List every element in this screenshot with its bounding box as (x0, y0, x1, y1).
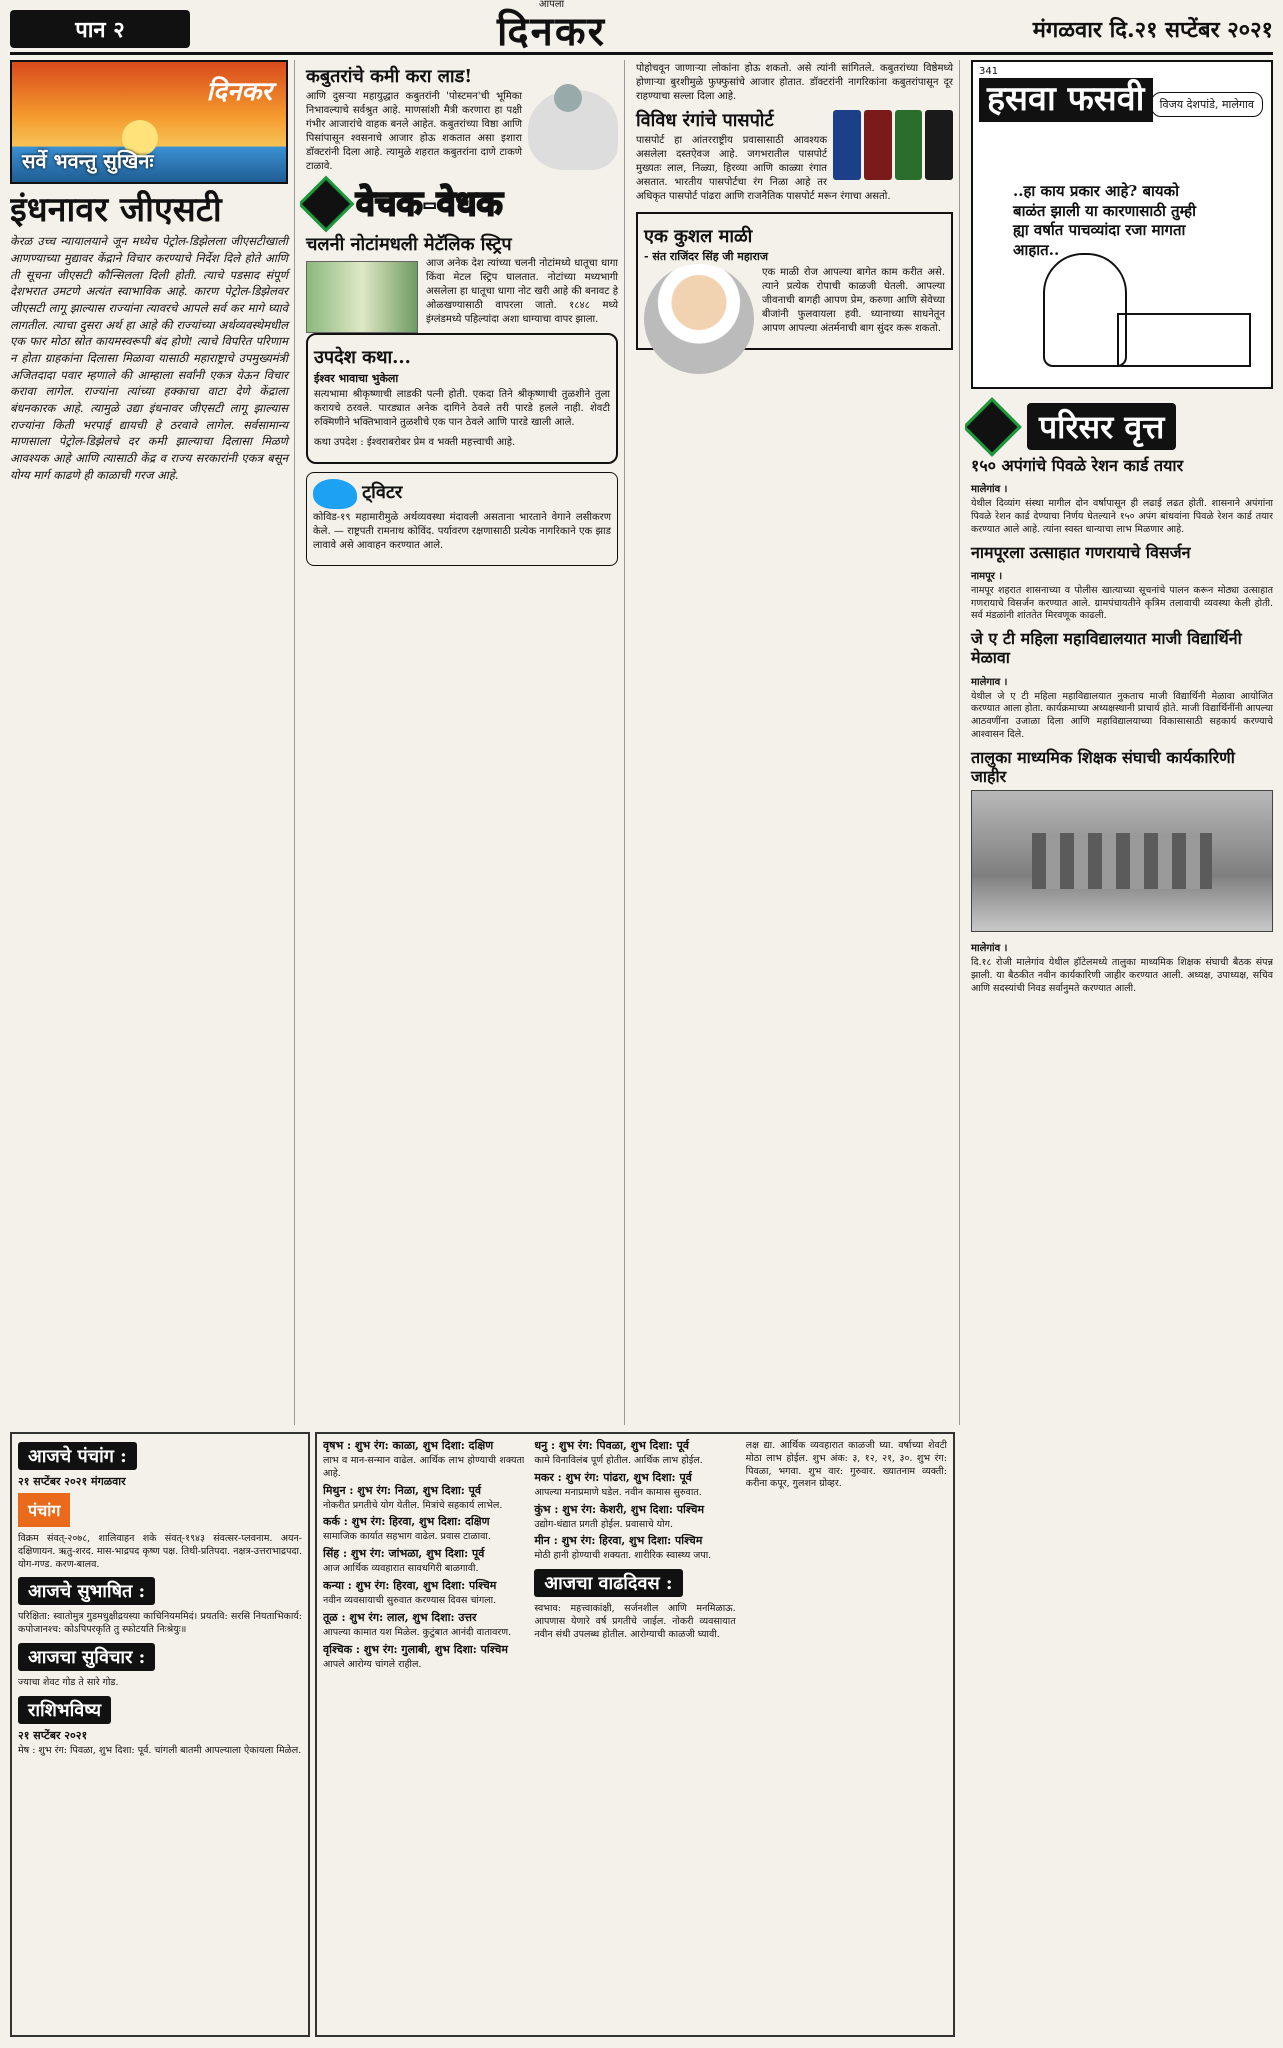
masthead-kicker: आपला (538, 0, 565, 10)
upadesh-subtitle: ईश्वर भावाचा भुकेला (314, 371, 399, 385)
rashi-name: मिथुन : शुभ रंग: निळा, शुभ दिशा: पूर्व (323, 1483, 482, 1497)
twitter-bird-icon (313, 479, 357, 509)
saint-portrait (644, 264, 754, 374)
news-body: येथील जे ए टी महिला महाविद्यालयात नुकताच माजी विद्यार्थिनी मेळावा आयोजित करण्यात आला होता. कार्यक्रमाच्या अध्यक्षस्थानी प्राचार्य होते. माजी विद्यार्थिनींनी आपल्या आठवणींना उजाळा दिला आणि महाविद्यालयाच्या विकासासाठी सहकार्य करण्याचे आश्वासन दिले. (971, 690, 1273, 741)
masthead-title-block (190, 2, 913, 57)
diamond-icon (300, 175, 354, 232)
rashi-column-three (746, 1438, 947, 2031)
rashi-item (534, 1502, 735, 1532)
twitter-box (306, 472, 618, 566)
saint-article-box (636, 212, 953, 351)
vechak-vedhak-section (306, 184, 618, 224)
passport-image (833, 110, 953, 180)
column-two (300, 60, 625, 1425)
strip-headline: चलनी नोटांमधली मेटॅलिक स्ट्रिप (306, 233, 512, 255)
rashi-column-two (534, 1438, 735, 2031)
news-headline: नामपूरला उत्साहात गणरायाचे विसर्जन (971, 542, 1191, 562)
rashibhavishya-title: राशिभविष्य (18, 1696, 111, 1724)
dateline: मालेगांव । (971, 484, 1008, 496)
editorial-banner (10, 60, 288, 184)
rashi-item (323, 1483, 524, 1513)
banner-tagline: सर्वे भवन्तु सुखिनः (22, 149, 154, 173)
rashi-item (323, 1514, 524, 1544)
news-headline: जे ए टी महिला महाविद्यालयात माजी विद्यार्थिनी मेळावा (971, 629, 1242, 668)
subhashit-title: आजचे सुभाषित : (18, 1577, 155, 1605)
passport-article: पासपोर्ट हा आंतरराष्ट्रीय प्रवासासाठी आवश्यक असलेला दस्तऐवज आहे. जगभरातील पासपोर्ट मुख्यतः लाल, निळ्या, हिरव्या आणि काळ्या रंगात असतात. भारतीय पासपोर्टचा रंग निळा आहे तर अधिकृत पासपोर्ट पांढरा आणि राजनैतिक पासपोर्ट मरून रंगाचा असतो. (636, 134, 891, 202)
saint-author: - संत राजिंदर सिंह जी महाराज (644, 250, 769, 264)
panchang-title: आजचे पंचांग : (18, 1442, 137, 1470)
masthead (10, 0, 1273, 55)
rashi-name: सिंह : शुभ रंग: जांभळा, शुभ दिशा: पूर्व (323, 1547, 485, 1561)
saint-body: एक माळी रोज आपल्या बागेत काम करीत असे. त्याने प्रत्येक रोपाची काळजी घेतली. आपल्या जीवनाची बागही आपण प्रेम, करुणा आणि सेवेच्या बीजांनी फुलवायला हवी. ध्यानाच्या साधनेतून आपण आपल्या अंतर्मनाची बाग सुंदर करू शकतो. (762, 267, 945, 335)
twitter-label: ट्विटर (362, 482, 403, 504)
vadhdivas-body: स्वभाव: महत्त्वाकांक्षी, सर्जनशील आणि मनमिळाऊ. आपणास येणारे वर्ष प्रगतीचे जाईल. नोकरी व्यवसायात नवीन संधी उपलब्ध होतील. आरोग्याची काळजी घ्यावी. (534, 1603, 736, 1640)
banner-name: दिनकर (206, 77, 272, 107)
panchang-badge: पंचांग (18, 1493, 70, 1527)
news-headline: १५० अपंगांचे पिवळे रेशन कार्ड तयार (971, 456, 1184, 475)
issue-date: मंगळवार दि.२१ सप्टेंबर २०२१ (1032, 17, 1273, 43)
upadesh-body: सत्यभामा श्रीकृष्णाची लाडकी पत्नी होती. एकदा तिने श्रीकृष्णाची तुळशीने तुला करायचे ठरवले. पारड्यात अनेक दागिने ठेवले तरी पारडे हलले नाही. शेवटी रुक्मिणीने भक्तिभावाने तुळशीचे एक पान ठेवले आणि पारडे खाली आले. (314, 388, 610, 428)
rashi-mesh: मेष : शुभ रंग: पिवळा, शुभ दिशा: पूर्व. चांगली बातमी आपल्याला ऐकायला मिळेल. (18, 1744, 302, 1756)
rashi-text: आपले आरोग्य चांगले राहील. (323, 1658, 422, 1670)
rashi-name: कुंभ : शुभ रंग: केशरी, शुभ दिशा: पश्चिम (534, 1502, 705, 1516)
rashi-text: लाभ व मान-सन्मान वाढेल. आर्थिक लाभ होण्याची शक्यता आहे. (323, 1455, 525, 1479)
editorial-headline: इंधनावर जीएसटी (10, 190, 222, 230)
panchang-box (10, 1432, 310, 2037)
upadesh-title: उपदेश कथा... (314, 347, 411, 369)
news-body: येथील दिव्यांग संस्था मागील दोन वर्षापासून ही लढाई लढत होती. शासनाने अपंगांना पिवळे रेशन कार्ड देण्याचा निर्णय घेतल्याने १५० अपंग बांधवांना पिवळे रेशन कार्ड तयार करण्यात आले आहे. त्यांना स्वस्त धान्याचा लाभ मिळणार आहे. (971, 498, 1273, 535)
pigeon-image (528, 90, 618, 170)
rashi-text: सामाजिक कार्यात सहभाग वाढेल. प्रवास टाळावा. (323, 1531, 491, 1543)
suvichar-title: आजचा सुविचार : (18, 1643, 155, 1671)
rashi-text: उद्योग-धंद्यात प्रगती होईल. प्रवासाचे योग. (534, 1518, 673, 1530)
rashi-text: नवीन व्यवसायाची सुरुवात करण्यास दिवस चांगला. (323, 1595, 497, 1607)
column-three (630, 60, 960, 1425)
rashi-name: तूळ : शुभ रंग: लाल, शुभ दिशा: उत्तर (323, 1610, 477, 1624)
strip-article: आज अनेक देश त्यांच्या चलनी नोटांमध्ये धातूचा धागा किंवा मेटल स्ट्रिप घालतात. नोटांच्या मध्यभागी असलेला हा धातूचा धागा नोट खरी आहे की बनावट हे ओळखण्यासाठी वापरला जातो. १८४८ मध्ये इंग्लंडमध्ये पहिल्यांदा अशा धाग्याचा वापर झाला. (426, 258, 618, 326)
rashi-item (534, 1438, 735, 1468)
rashi-name: मकर : शुभ रंग: पांढरा, शुभ दिशा: पूर्व (534, 1470, 692, 1484)
rashi-item (534, 1533, 735, 1563)
diamond-icon (965, 397, 1022, 456)
news-headline: तालुका माध्यमिक शिक्षक संघाची कार्यकारिणी जाहीर (971, 747, 1235, 787)
comic-caption: ..हा काय प्रकार आहे? बायको बाळंत झाली या कारणासाठी तुम्ही ह्या वर्षात पाचव्यांदा रजा मागता आहात.. (1013, 182, 1196, 259)
suvichar-body: ज्याचा शेवट गोड ते सारे गोड. (18, 1677, 119, 1689)
news-body: नामपूर शहरात शासनाच्या व पोलीस खात्याच्या सूचनांचे पालन करून मोठ्या उत्साहात गणरायाचे विसर्जन करण्यात आले. ग्रामपंचायतीने कृत्रिम तलावाची व्यवस्था केली होती. सर्व मंडळांनी शांततेत मिरवणूक काढली. (971, 584, 1273, 622)
rashi-continued: लक्ष द्या. आर्थिक व्यवहारात काळजी घ्या. वर्षाच्या शेवटी मोठा लाभ होईल. शुभ अंक: ३, १२, २१, ३०. शुभ रंग: पिवळा, भगवा. शुभ वार: गुरुवार. ख्यातनाम व्यक्ती: करीना कपूर, गुलशन ग्रोव्हर. (745, 1440, 947, 1490)
rashi-text: आज आर्थिक व्यवहारात सावधगिरी बाळगावी. (323, 1563, 479, 1575)
rashi-name: धनु : शुभ रंग: पिवळा, शुभ दिशा: पूर्व (534, 1439, 689, 1452)
rashi-name: वृश्चिक : शुभ रंग: गुलाबी, शुभ दिशा: पश्चिम (323, 1642, 508, 1656)
rashi-text: आपल्या कामात यश मिळेल. कुटुंबात आनंदी वातावरण. (323, 1626, 512, 1638)
panchang-date: २१ सप्टेंबर २०२१ मंगळवार (18, 1475, 126, 1488)
rashi-name: वृषभ : शुभ रंग: काळा, शुभ दिशा: दक्षिण (323, 1439, 494, 1452)
column-four (965, 60, 1273, 2020)
event-photo (971, 790, 1273, 932)
section-title: वेचक-वेधक (356, 183, 503, 224)
rashi-item (323, 1610, 524, 1640)
rashi-text: नोकरीत प्रगतीचे योग येतील. मित्रांचे सहकार्य लाभेल. (323, 1499, 503, 1511)
newspaper-title: दिनकर (497, 7, 606, 55)
editorial-body: केरळ उच्च न्यायालयाने जून मध्येच पेट्रोल-डिझेलला जीएसटीखाली आणण्याच्या मुद्यावर केंद्राने विचार करण्याचे निर्देश दिले होते आणि ती सूचना जीएसटी कौन्सिलला दिली होती. त्याचे पडसाद संपूर्ण देशभरात उमटणे अत्यंत स्वाभाविक आहे. कारण पेट्रोल-डिझेलवर जीएसटी लागू झाल्यास राज्यांना त्यावरचे आपले सर्व कर मागे घ्यावे लागतील. त्याचा दुसरा अर्थ हा आहे की राज्यांच्या अर्थव्यवस्थेमधील एक फार मोठा स्रोत कायमस्वरूपी बंद होणे! त्याचे विपरित परिणाम न होता ग्राहकांना दिलासा मिळावा यासाठी महाराष्ट्राचे उपमुख्यमंत्री अजितदादा पवार म्हणाले की आम्हाला सर्वांनी एकत्र येऊन विचार करावा लागेल. राज्यांना त्यांच्या हक्काचा वाटा देणे केंद्राला बंधनकारक आहे. त्यामुळे उद्या इंधनावर जीएसटी लागू झाल्यास राज्यांना किती भरपाई द्यायची हे ठरवावे लागेल. सर्वसामान्य माणसाला पेट्रोल-डिझेलचे दर कमी झाल्याचा दिलासा मिळणे आवश्यक आहे आणि त्यासाठी केंद्र व राज्य सरकारांनी एकत्र बसून योग्य मार्ग काढणे ही काळाची गरज आहे. (10, 234, 288, 482)
upadesh-moral: कथा उपदेश : ईश्वराबरोबर प्रेम व भक्ती महत्त्वाची आहे. (314, 436, 516, 448)
pigeon-headline: कबुतरांचे कमी करा लाड! (306, 66, 473, 87)
cartoon-figure (1043, 253, 1127, 367)
pigeon-article: आणि दुसऱ्या महायुद्धात कबुतरांनी 'पोस्टमन'ची भूमिका निभावल्याचे सर्वश्रुत आहे. माणसांशी मैत्री करणारा हा पक्षी गंभीर आजारांचे वाहक बनले आहेत. कबुतरांच्या विष्ठा आणि पिसांपासून श्वसनाचे आजार होऊ शकतात असा इशारा डॉक्टरांनी दिला आहे. त्यामुळे शहरात कबुतरांना दाणे टाकणे टाळावे. (306, 90, 522, 172)
rashi-name: कन्या : शुभ रंग: हिरवा, शुभ दिशा: पश्चिम (323, 1579, 497, 1593)
rashi-item (323, 1578, 524, 1608)
panchang-body: विक्रम संवत्-२०७८, शालिवाहन शके संवत्-१९४३ संवत्सर-प्लवनाम. अयन-दक्षिणायन. ऋतु-शरद. मास-भाद्रपद कृष्ण पक्ष. तिथी-प्रतिपदा. नक्षत्र-उत्तराभाद्रपदा. योग-गण्ड. करण-बालव. (18, 1533, 302, 1570)
cartoon-desk (1117, 313, 1251, 367)
currency-note-image (306, 261, 418, 333)
comic-number: 341 (979, 66, 999, 77)
editorial-column (10, 60, 295, 1425)
rashi-item (323, 1438, 524, 1481)
dateline: नामपूर । (971, 570, 1003, 582)
rashi-item (323, 1642, 524, 1672)
comic-strip (971, 60, 1273, 389)
comic-title: हसवा फसवी (979, 78, 1153, 122)
subhashit-body: परिक्षिता: स्वातोमुत्र गुडमधुक्षीद्रयस्या काचिनियममिदं। प्रयतवि: सरसि नियताभिकार्य: कपोजानश्च: कोऽपिपरकृति तु स्फोटयति निःश्रेयुः॥ (18, 1611, 302, 1636)
dateline: मालेगांव । (971, 943, 1008, 955)
rashi-text: आपल्या मनाप्रमाणे घडेल. नवीन कामास सुरुवात. (534, 1486, 702, 1498)
rashibhavishya-date: २१ सप्टेंबर २०२१ (18, 1728, 88, 1742)
rashi-item (323, 1546, 524, 1576)
rashi-text: कामे विनाविलंब पूर्ण होतील. आर्थिक लाभ होईल. (534, 1455, 703, 1466)
rashi-column-one (323, 1438, 524, 2031)
rashi-name: मीन : शुभ रंग: हिरवा, शुभ दिशा: पश्चिम (534, 1534, 703, 1548)
news-body: दि.१८ रोजी मालेगांव येथील हॉटेलमध्ये तालुका माध्यमिक शिक्षक संघाची बैठक संपन्न झाली. या बैठकीत नवीन कार्यकारिणी जाहीर करण्यात आली. अध्यक्ष, उपाध्यक्ष, सचिव आणि सदस्यांची निवड सर्वानुमते करण्यात आली. (971, 957, 1273, 994)
upadesh-katha-box (306, 333, 618, 464)
rashi-name: कर्क : शुभ रंग: हिरवा, शुभ दिशा: दक्षिण (323, 1515, 490, 1529)
section-title: परिसर वृत्त (1027, 403, 1176, 450)
rashibhavishya-box (315, 1432, 955, 2037)
rashi-item (534, 1470, 735, 1500)
twitter-body: कोविड-१९ महामारीमुळे अर्थव्यवस्था मंदावली असताना भारताने वेगाने लसीकरण केले. — राष्ट्रपती रामनाथ कोविंद. पर्यावरण रक्षणासाठी प्रत्येक नागरिकाने एक झाड लावावे असे आवाहन करण्यात आले. (313, 511, 611, 551)
page-number: पान २ (10, 10, 190, 48)
passport-headline: विविध रंगांचे पासपोर्ट (636, 110, 774, 131)
rashi-text: मोठी हानी होण्याची शक्यता. शारीरिक स्वास्थ्य जपा. (534, 1550, 712, 1562)
vadhdivas-title: आजचा वाढदिवस : (534, 1569, 682, 1597)
comic-byline: विजय देशपांडे, मालेगाव (1151, 92, 1263, 117)
saint-headline: एक कुशल माळी (644, 225, 753, 247)
parisar-vrutt-section (971, 403, 1273, 450)
dateline: मालेगाव । (971, 676, 1008, 688)
continued-article: पोहोचवून जाणाऱ्या लोकांना होऊ शकतो. असे त्यांनी सांगितले. कबुतरांच्या विष्ठेमध्ये होणाऱ्या बुरशीमुळे फुफ्फुसांचे आजार होतात. डॉक्टरांनी नागरिकांना कबुतरांपासून दूर राहण्याचा सल्ला दिला आहे. (636, 63, 953, 102)
